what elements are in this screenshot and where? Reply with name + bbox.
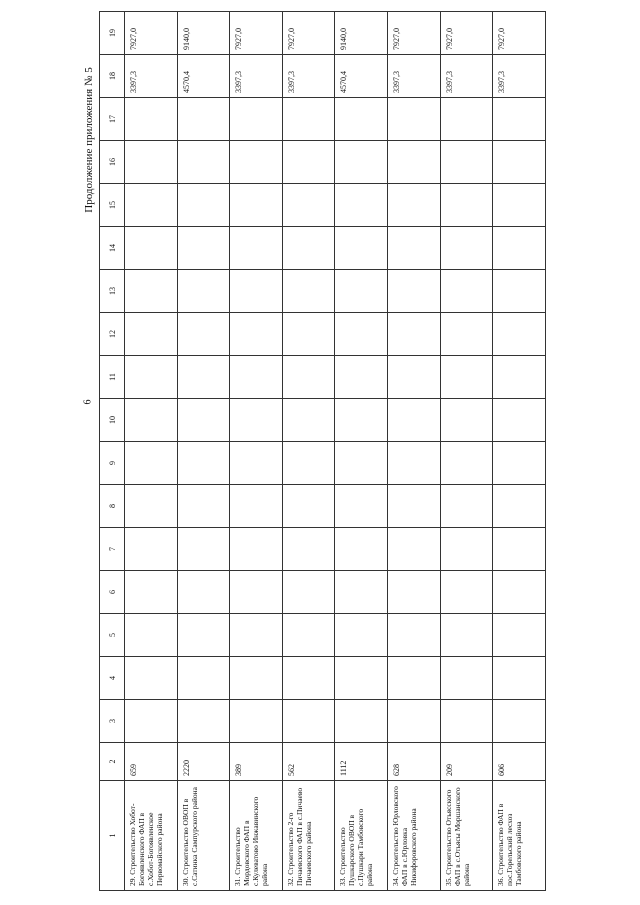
empty-cell — [493, 485, 546, 528]
empty-cell — [335, 184, 388, 227]
empty-cell — [125, 270, 178, 313]
empty-cell — [282, 442, 335, 485]
value-cell-col18: 3397,3 — [230, 55, 283, 98]
empty-cell — [387, 98, 440, 141]
empty-cell — [177, 356, 230, 399]
empty-cell — [493, 141, 546, 184]
empty-cell — [440, 356, 493, 399]
column-header: 7 — [100, 528, 125, 571]
empty-cell — [387, 442, 440, 485]
empty-cell — [282, 485, 335, 528]
empty-cell — [387, 313, 440, 356]
empty-cell — [335, 700, 388, 743]
empty-cell — [282, 657, 335, 700]
empty-cell — [440, 700, 493, 743]
column-header: 8 — [100, 485, 125, 528]
column-header: 3 — [100, 700, 125, 743]
empty-cell — [335, 657, 388, 700]
empty-cell — [125, 571, 178, 614]
column-header: 10 — [100, 399, 125, 442]
empty-cell — [230, 313, 283, 356]
appendix-caption: Продолжение приложения № 5 — [83, 67, 95, 213]
empty-cell — [440, 614, 493, 657]
value-cell-col19: 7927,0 — [230, 12, 283, 55]
empty-cell — [230, 528, 283, 571]
column-header: 16 — [100, 141, 125, 184]
empty-cell — [440, 528, 493, 571]
empty-cell — [440, 442, 493, 485]
empty-cell — [387, 399, 440, 442]
value-cell-col2: 606 — [493, 743, 546, 781]
header-row — [100, 12, 125, 891]
value-cell-col19: 7927,0 — [282, 12, 335, 55]
data-table — [99, 11, 546, 891]
empty-cell — [125, 442, 178, 485]
empty-cell — [440, 399, 493, 442]
empty-cell — [493, 98, 546, 141]
table-container — [99, 18, 544, 891]
empty-cell — [177, 571, 230, 614]
empty-cell — [335, 485, 388, 528]
empty-cell — [387, 356, 440, 399]
empty-cell — [440, 571, 493, 614]
empty-cell — [387, 227, 440, 270]
value-cell-col18: 4570,4 — [335, 55, 388, 98]
empty-cell — [440, 485, 493, 528]
empty-cell — [335, 399, 388, 442]
empty-cell — [387, 700, 440, 743]
empty-cell — [440, 227, 493, 270]
empty-cell — [440, 657, 493, 700]
empty-cell — [387, 184, 440, 227]
empty-cell — [125, 399, 178, 442]
empty-cell — [125, 98, 178, 141]
value-cell-col2: 628 — [387, 743, 440, 781]
page-number: 6 — [82, 399, 94, 405]
empty-cell — [387, 270, 440, 313]
empty-cell — [177, 399, 230, 442]
value-cell-col18: 3397,3 — [282, 55, 335, 98]
empty-cell — [387, 614, 440, 657]
value-cell-col18: 3397,3 — [125, 55, 178, 98]
empty-cell — [493, 657, 546, 700]
empty-cell — [282, 356, 335, 399]
empty-cell — [177, 485, 230, 528]
empty-cell — [125, 657, 178, 700]
empty-cell — [282, 98, 335, 141]
empty-cell — [493, 270, 546, 313]
value-cell-col18: 3397,3 — [493, 55, 546, 98]
empty-cell — [230, 270, 283, 313]
row-name-cell: 31. Строительство Мордовского ФАП в с.Кулеватово Инжавинского района — [230, 781, 283, 891]
empty-cell — [177, 141, 230, 184]
empty-cell — [335, 356, 388, 399]
empty-cell — [493, 614, 546, 657]
column-header: 11 — [100, 356, 125, 399]
empty-cell — [230, 700, 283, 743]
column-header: 12 — [100, 313, 125, 356]
empty-cell — [177, 700, 230, 743]
empty-cell — [230, 614, 283, 657]
table-row — [230, 12, 283, 891]
empty-cell — [230, 571, 283, 614]
row-name-cell: 29. Строительство Хобот-Богоявленского ФАП в с.Хобот-Богоявленское Первомайского района — [125, 781, 178, 891]
empty-cell — [440, 184, 493, 227]
empty-cell — [230, 227, 283, 270]
value-cell-col2: 562 — [282, 743, 335, 781]
empty-cell — [125, 614, 178, 657]
empty-cell — [230, 442, 283, 485]
empty-cell — [230, 356, 283, 399]
empty-cell — [230, 141, 283, 184]
column-header: 14 — [100, 227, 125, 270]
empty-cell — [335, 571, 388, 614]
empty-cell — [440, 270, 493, 313]
empty-cell — [230, 184, 283, 227]
empty-cell — [125, 485, 178, 528]
column-header: 17 — [100, 98, 125, 141]
empty-cell — [493, 571, 546, 614]
empty-cell — [230, 485, 283, 528]
table-row — [493, 12, 546, 891]
empty-cell — [282, 614, 335, 657]
table-row — [125, 12, 178, 891]
empty-cell — [493, 184, 546, 227]
value-cell-col2: 659 — [125, 743, 178, 781]
empty-cell — [125, 356, 178, 399]
value-cell-col2: 389 — [230, 743, 283, 781]
empty-cell — [177, 614, 230, 657]
value-cell-col19: 7927,0 — [125, 12, 178, 55]
empty-cell — [177, 270, 230, 313]
empty-cell — [493, 528, 546, 571]
empty-cell — [335, 227, 388, 270]
value-cell-col19: 9140,0 — [177, 12, 230, 55]
column-header: 1 — [100, 781, 125, 891]
column-header: 6 — [100, 571, 125, 614]
empty-cell — [177, 313, 230, 356]
empty-cell — [440, 141, 493, 184]
empty-cell — [335, 528, 388, 571]
value-cell-col19: 7927,0 — [493, 12, 546, 55]
empty-cell — [335, 614, 388, 657]
table-row — [387, 12, 440, 891]
row-name-cell: 35. Строительство Отьясского ФАП в с.Отьясы Моршанского района — [440, 781, 493, 891]
empty-cell — [282, 528, 335, 571]
value-cell-col19: 7927,0 — [387, 12, 440, 55]
table-row — [335, 12, 388, 891]
empty-cell — [387, 528, 440, 571]
empty-cell — [387, 485, 440, 528]
empty-cell — [335, 270, 388, 313]
column-header: 18 — [100, 55, 125, 98]
table-row — [177, 12, 230, 891]
value-cell-col19: 9140,0 — [335, 12, 388, 55]
empty-cell — [125, 184, 178, 227]
empty-cell — [177, 442, 230, 485]
value-cell-col2: 209 — [440, 743, 493, 781]
empty-cell — [125, 141, 178, 184]
empty-cell — [177, 528, 230, 571]
empty-cell — [387, 141, 440, 184]
empty-cell — [125, 528, 178, 571]
empty-cell — [177, 98, 230, 141]
row-name-cell: 32. Строительство 2-го Пичаевского ФАП в с.Пичаево Пичаевского района — [282, 781, 335, 891]
row-name-cell: 33. Строительство Пушкарского ОВОП в с.Пушкари Тамбовского района — [335, 781, 388, 891]
empty-cell — [282, 270, 335, 313]
column-header: 2 — [100, 743, 125, 781]
empty-cell — [230, 399, 283, 442]
empty-cell — [440, 98, 493, 141]
column-header: 9 — [100, 442, 125, 485]
empty-cell — [335, 98, 388, 141]
empty-cell — [493, 442, 546, 485]
column-header: 19 — [100, 12, 125, 55]
empty-cell — [230, 657, 283, 700]
row-name-cell: 36. Строительство ФАП в пос.Горельский лесхоз Тамбовского района — [493, 781, 546, 891]
column-header: 4 — [100, 657, 125, 700]
empty-cell — [282, 184, 335, 227]
empty-cell — [177, 657, 230, 700]
value-cell-col2: 1112 — [335, 743, 388, 781]
empty-cell — [440, 313, 493, 356]
empty-cell — [335, 313, 388, 356]
empty-cell — [493, 313, 546, 356]
empty-cell — [387, 657, 440, 700]
empty-cell — [282, 313, 335, 356]
empty-cell — [125, 313, 178, 356]
row-name-cell: 30. Строительство ОВОП в с.Сатинка Сампурского района — [177, 781, 230, 891]
column-header: 13 — [100, 270, 125, 313]
empty-cell — [282, 141, 335, 184]
empty-cell — [125, 700, 178, 743]
empty-cell — [177, 227, 230, 270]
column-header: 5 — [100, 614, 125, 657]
value-cell-col18: 3397,3 — [387, 55, 440, 98]
empty-cell — [387, 571, 440, 614]
empty-cell — [177, 184, 230, 227]
value-cell-col2: 2220 — [177, 743, 230, 781]
empty-cell — [493, 227, 546, 270]
table-row — [282, 12, 335, 891]
empty-cell — [493, 700, 546, 743]
value-cell-col18: 4570,4 — [177, 55, 230, 98]
empty-cell — [493, 399, 546, 442]
empty-cell — [335, 141, 388, 184]
empty-cell — [335, 442, 388, 485]
empty-cell — [493, 356, 546, 399]
value-cell-col19: 7927,0 — [440, 12, 493, 55]
column-header: 15 — [100, 184, 125, 227]
table-row — [440, 12, 493, 891]
empty-cell — [125, 227, 178, 270]
value-cell-col18: 3397,3 — [440, 55, 493, 98]
empty-cell — [282, 700, 335, 743]
row-name-cell: 34. Строительство Юрловского ФАП в с.Юрловка Никифоровского района — [387, 781, 440, 891]
empty-cell — [230, 98, 283, 141]
empty-cell — [282, 227, 335, 270]
empty-cell — [282, 571, 335, 614]
empty-cell — [282, 399, 335, 442]
